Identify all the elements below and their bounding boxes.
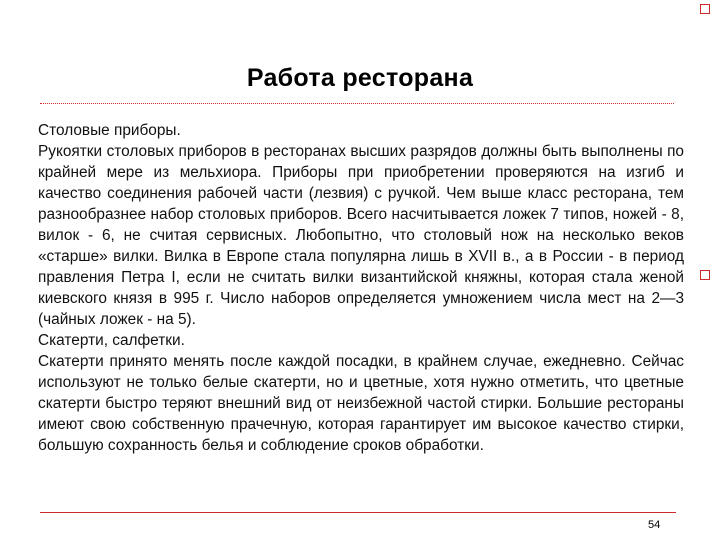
slide-title: Работа ресторана bbox=[246, 64, 474, 92]
decorative-square-top bbox=[700, 4, 710, 14]
page-number: 54 bbox=[648, 519, 661, 531]
footer-divider bbox=[40, 512, 676, 513]
slide-body bbox=[38, 120, 684, 456]
paragraph-cutlery: Рукоятки столовых приборов в ресторанах высших разрядов должны быть выполнены по крайней мере из мельхиора. Приборы при приобретении проверяются на изгиб и качество соединения рабочей части (лезвия) с ручкой. Чем выше класс ресторана, тем разнообразнее набор столовых приборов. Всего насчитывается ложек 7 типов, ножей - 8, вилок - 6, не считая сервисных. Любопытно, что столовый нож на несколько веков «старше» вилки. Вилка в Европе стала популярна лишь в XVII в., а в России - в период правления Петра I, если не считать вилки византийской княжны, которая стала женой киевского князя в 995 г. Число наборов определяется умножением числа мест на 2—3 (чайных ложек - на 5). bbox=[38, 143, 684, 328]
paragraph-tablecloths: Скатерти принято менять после каждой посадки, в крайнем случае, ежедневно. Сейчас используют не только белые скатерти, но и цветные, хотя нужно отметить, что цветные скатерти быстро теряют внешний вид от неизбежной частой стирки. Большие рестораны имеют свою собственную прачечную, которая гарантирует им высокое качество стирки, большую сохранность белья и соблюдение сроков обработки. bbox=[38, 353, 684, 454]
heading-tablecloths: Скатерти, салфетки. bbox=[38, 332, 185, 349]
heading-cutlery: Столовые приборы. bbox=[38, 122, 181, 139]
decorative-square-middle bbox=[700, 270, 710, 280]
title-divider bbox=[40, 103, 674, 104]
